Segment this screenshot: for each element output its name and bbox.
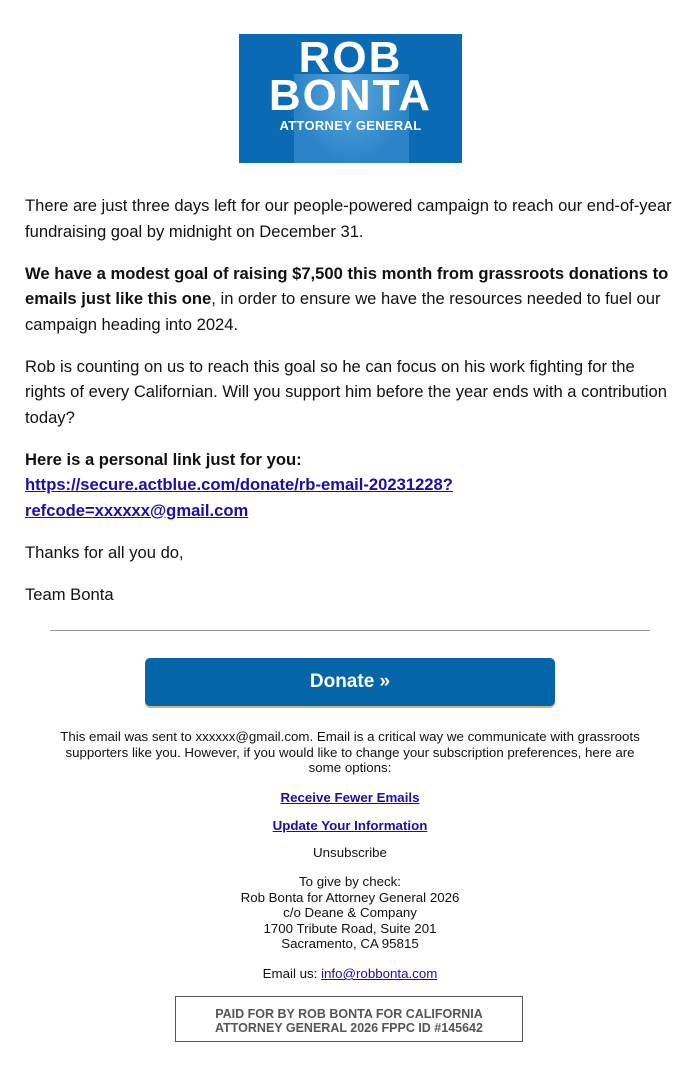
email-body xyxy=(25,193,675,624)
donate-button[interactable]: Donate » xyxy=(145,658,555,706)
check-line: To give by check: xyxy=(299,874,401,889)
unsubscribe-link[interactable]: Unsubscribe xyxy=(313,845,387,860)
logo-line2: BONTA xyxy=(268,71,433,120)
check-line: 1700 Tribute Road, Suite 201 xyxy=(263,920,437,936)
rob-bonta-logo xyxy=(239,34,462,163)
goal-rest: , in order to ensure we have the resources needed to fuel our campaign heading into 2024. xyxy=(25,289,661,334)
link-intro: Here is a personal link just for you: xyxy=(25,449,302,469)
update-information-link[interactable]: Update Your Information xyxy=(272,818,428,833)
paragraph-goal xyxy=(25,261,675,338)
signoff: Team Bonta xyxy=(25,584,114,604)
check-line: Rob Bonta for Attorney General 2026 xyxy=(240,889,460,905)
paid-line2: ATTORNEY GENERAL 2026 FPPC ID #145642 xyxy=(215,1021,483,1035)
logo-line3: ATTORNEY GENERAL xyxy=(279,118,422,133)
check-line: Sacramento, CA 95815 xyxy=(281,936,419,951)
paragraph-link xyxy=(25,447,675,524)
paragraph-ask: Rob is counting on us to reach this goal so he can focus on his work fighting for the rights of every Californian. Will you support him before the year ends with a contribution today? xyxy=(25,356,667,427)
divider xyxy=(50,630,650,631)
footer-notice: This email was sent to xxxxxx@gmail.com. Email is a critical way we communicate with grassroots supporters like you. However, if you would like to change your subscription preferences, here are some options: xyxy=(60,729,640,775)
logo-line1: ROB xyxy=(298,34,403,82)
email-us xyxy=(50,966,650,982)
donate-link-part1[interactable]: https://secure.actblue.com/donate/rb-email-20231228? xyxy=(25,475,453,494)
goal-bold: We have a modest goal of raising $7,500 this month from grassroots donations to emails just like this one xyxy=(25,263,669,308)
check-line: c/o Deane & Company xyxy=(283,905,417,920)
check-address xyxy=(50,874,650,952)
email-link[interactable]: info@robbonta.com xyxy=(321,966,438,981)
email-us-label: Email us: xyxy=(262,966,322,981)
paragraph-intro: There are just three days left for our people-powered campaign to reach our end-of-year fundraising goal by midnight on December 31. xyxy=(25,196,672,241)
thanks: Thanks for all you do, xyxy=(25,542,184,562)
donate-link[interactable] xyxy=(25,475,453,520)
receive-fewer-emails-link[interactable]: Receive Fewer Emails xyxy=(280,790,420,805)
donate-link-part2[interactable]: refcode=xxxxxx@gmail.com xyxy=(25,500,249,520)
paid-line1: PAID FOR BY ROB BONTA FOR CALIFORNIA xyxy=(215,1007,483,1021)
paid-for-disclaimer xyxy=(175,996,523,1042)
